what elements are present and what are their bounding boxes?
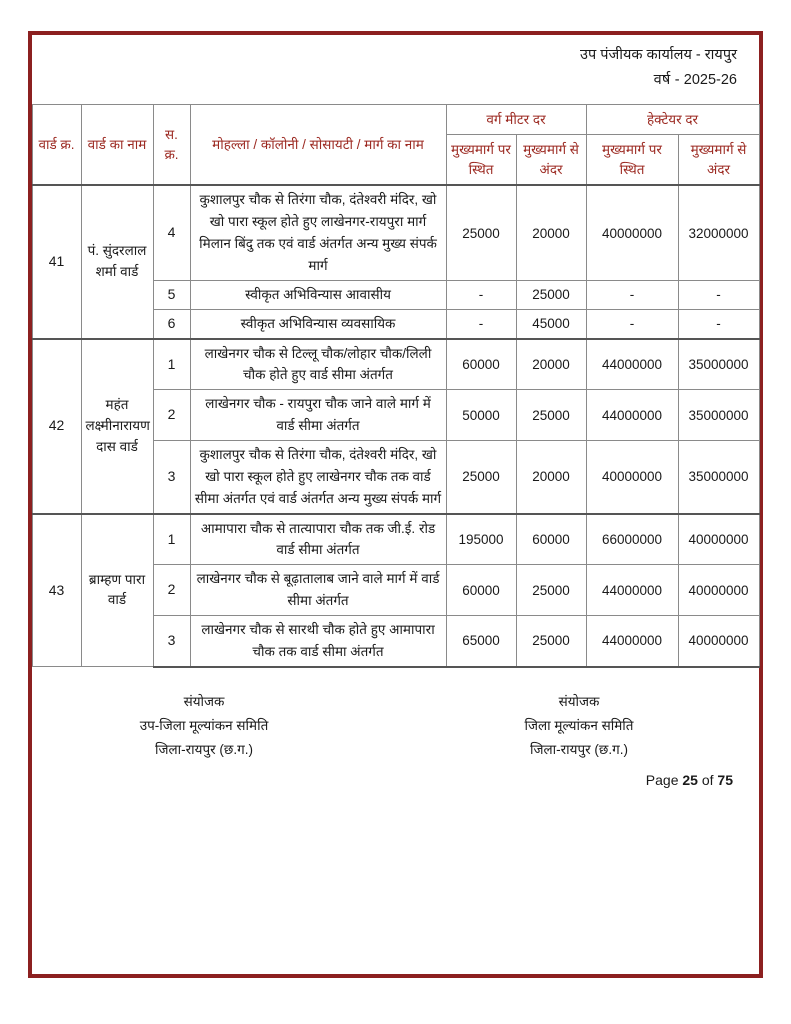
cell-ha-inside: 35000000	[678, 339, 759, 390]
cell-ha-on-main: 44000000	[586, 339, 678, 390]
cell-sqm-on-main: -	[446, 309, 516, 338]
table-row	[32, 185, 759, 280]
cell-ward-no: 42	[32, 339, 81, 514]
cell-ward-name: ब्राम्हण पारा वार्ड	[81, 514, 153, 667]
cell-ha-inside: -	[678, 309, 759, 338]
cell-road-name: लाखेनगर चौक से बूढ़ातालाब जाने वाले मार्ग में वार्ड सीमा अंतर्गत	[190, 565, 446, 616]
cell-ha-inside: 40000000	[678, 616, 759, 667]
cell-sqm-on-main: 50000	[446, 390, 516, 441]
left-role: संयोजक	[183, 693, 225, 709]
cell-road-name: लाखेनगर चौक - रायपुरा चौक जाने वाले मार्ग में वार्ड सीमा अंतर्गत	[190, 390, 446, 441]
cell-ward-name: महंत लक्ष्मीनारायण दास वार्ड	[81, 339, 153, 514]
cell-sqm-inside: 20000	[516, 339, 586, 390]
cell-ha-on-main: 40000000	[586, 441, 678, 514]
col-header-serial-no: स. क्र.	[153, 104, 190, 185]
cell-sqm-on-main: 65000	[446, 616, 516, 667]
page-number	[646, 772, 733, 788]
col-header-ward-name: वार्ड का नाम	[81, 104, 153, 185]
page-prefix: Page	[645, 771, 679, 788]
cell-sqm-inside: 25000	[516, 565, 586, 616]
cell-serial-no: 1	[153, 339, 190, 390]
land-rate-table	[32, 104, 760, 668]
header-row-primary	[32, 104, 759, 135]
cell-sqm-inside: 20000	[516, 441, 586, 514]
cell-serial-no: 6	[153, 309, 190, 338]
col-header-sqm-on-main: मुख्यमार्ग पर स्थित	[446, 135, 516, 186]
document-page	[28, 31, 763, 978]
col-header-hectare-rate: हेक्टेयर दर	[586, 104, 759, 135]
cell-sqm-inside: 25000	[516, 616, 586, 667]
col-header-road-name: मोहल्ला / कॉलोनी / सोसायटी / मार्ग का नाम	[190, 104, 446, 185]
office-title: उप पंजीयक कार्यालय - रायपुर	[580, 47, 737, 63]
cell-serial-no: 3	[153, 616, 190, 667]
document-header	[32, 35, 759, 98]
cell-road-name: आमापारा चौक से तात्यापारा चौक तक जी.ई. रोड वार्ड सीमा अंतर्गत	[190, 514, 446, 565]
fiscal-year-value: 2025-26	[683, 72, 737, 89]
col-header-ha-on-main: मुख्यमार्ग पर स्थित	[586, 135, 678, 186]
cell-sqm-inside: 60000	[516, 514, 586, 565]
col-header-ha-inside: मुख्यमार्ग से अंदर	[678, 135, 759, 186]
cell-ha-on-main: -	[586, 309, 678, 338]
cell-sqm-on-main: 195000	[446, 514, 516, 565]
cell-road-name: कुशालपुर चौक से तिरंगा चौक, दंतेश्वरी मंदिर, खो खो पारा स्कूल होते हुए लाखेनगर चौक तक वार्ड सीमा अंतर्गत एवं वार्ड अंतर्गत अन्य मुख्य संपर्क मार्ग	[190, 441, 446, 514]
cell-ha-inside: -	[678, 280, 759, 309]
cell-sqm-inside: 20000	[516, 185, 586, 280]
col-header-ward-no: वार्ड क्र.	[32, 104, 81, 185]
cell-ha-on-main: 66000000	[586, 514, 678, 565]
cell-ha-on-main: 44000000	[586, 565, 678, 616]
cell-sqm-on-main: 25000	[446, 441, 516, 514]
document-footer	[32, 690, 759, 810]
cell-serial-no: 3	[153, 441, 190, 514]
cell-serial-no: 2	[153, 565, 190, 616]
fiscal-year-label: वर्ष -	[653, 72, 680, 89]
left-committee: उप-जिला मूल्यांकन समिति	[139, 717, 269, 733]
cell-ha-inside: 40000000	[678, 565, 759, 616]
right-role: संयोजक	[558, 693, 600, 709]
fiscal-year-line	[32, 68, 737, 93]
cell-ha-inside: 35000000	[678, 441, 759, 514]
cell-sqm-on-main: -	[446, 280, 516, 309]
cell-ha-on-main: 44000000	[586, 616, 678, 667]
cell-road-name: लाखेनगर चौक से सारथी चौक होते हुए आमापारा चौक तक वार्ड सीमा अंतर्गत	[190, 616, 446, 667]
table-head	[32, 104, 759, 185]
cell-ha-inside: 40000000	[678, 514, 759, 565]
cell-sqm-on-main: 60000	[446, 339, 516, 390]
right-district: जिला-रायपुर (छ.ग.)	[529, 741, 628, 757]
cell-ha-inside: 35000000	[678, 390, 759, 441]
page-of: of	[701, 771, 714, 788]
cell-sqm-inside: 25000	[516, 280, 586, 309]
table-row	[32, 514, 759, 565]
col-header-sqm-rate: वर्ग मीटर दर	[446, 104, 586, 135]
table-body	[32, 185, 759, 666]
cell-road-name: लाखेनगर चौक से टिल्लू चौक/लोहार चौक/लिली चौक होते हुए वार्ड सीमा अंतर्गत	[190, 339, 446, 390]
cell-road-name: स्वीकृत अभिविन्यास आवासीय	[190, 280, 446, 309]
cell-serial-no: 5	[153, 280, 190, 309]
cell-ward-no: 41	[32, 185, 81, 338]
cell-ha-inside: 32000000	[678, 185, 759, 280]
cell-serial-no: 1	[153, 514, 190, 565]
cell-serial-no: 4	[153, 185, 190, 280]
cell-road-name: कुशालपुर चौक से तिरंगा चौक, दंतेश्वरी मंदिर, खो खो पारा स्कूल होते हुए लाखेनगर-रायपुरा मार्ग मिलान बिंदु तक एवं वार्ड अंतर्गत अन्य मुख्य संपर्क मार्ग	[190, 185, 446, 280]
signature-block-left	[74, 690, 334, 762]
cell-sqm-inside: 45000	[516, 309, 586, 338]
cell-road-name: स्वीकृत अभिविन्यास व्यवसायिक	[190, 309, 446, 338]
right-committee: जिला मूल्यांकन समिति	[524, 717, 634, 733]
page-current: 25	[682, 771, 698, 788]
page-total: 75	[717, 771, 733, 788]
cell-ward-name: पं. सुंदरलाल शर्मा वार्ड	[81, 185, 153, 338]
cell-sqm-on-main: 60000	[446, 565, 516, 616]
cell-serial-no: 2	[153, 390, 190, 441]
col-header-sqm-inside: मुख्यमार्ग से अंदर	[516, 135, 586, 186]
cell-sqm-inside: 25000	[516, 390, 586, 441]
signature-block-right	[429, 690, 729, 762]
cell-sqm-on-main: 25000	[446, 185, 516, 280]
cell-ha-on-main: -	[586, 280, 678, 309]
left-district: जिला-रायपुर (छ.ग.)	[154, 741, 253, 757]
table-row	[32, 339, 759, 390]
cell-ha-on-main: 40000000	[586, 185, 678, 280]
cell-ward-no: 43	[32, 514, 81, 667]
cell-ha-on-main: 44000000	[586, 390, 678, 441]
